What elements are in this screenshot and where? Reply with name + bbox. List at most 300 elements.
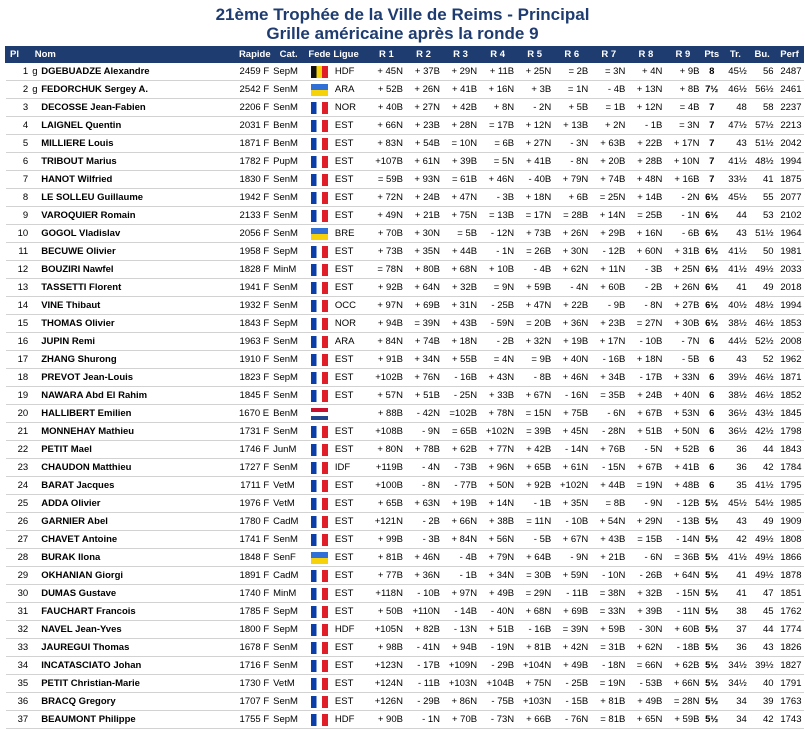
title-badge: g	[32, 84, 38, 95]
player-name: LE SOLLEU Guillaume	[41, 192, 144, 203]
rating-cell: 2056 F	[228, 225, 271, 243]
round-result-cell: + 54N	[590, 513, 627, 531]
federation-cell	[306, 567, 333, 585]
round-result-cell: + 73B	[516, 225, 553, 243]
round-result-cell: - 25B	[553, 675, 590, 693]
points-cell: 6½	[701, 243, 722, 261]
round-result-cell: + 46N	[479, 171, 516, 189]
round-result-cell: + 70B	[442, 711, 479, 729]
fr-flag-icon	[311, 156, 328, 168]
points-cell: 6	[701, 477, 722, 495]
federation-cell	[306, 477, 333, 495]
federation-cell	[306, 279, 333, 297]
round-result-cell: + 62B	[442, 441, 479, 459]
rating-cell: 1730 F	[228, 675, 271, 693]
tiebreak-tr-cell: 45½	[722, 63, 749, 81]
player-name-cell	[30, 261, 228, 279]
points-cell: 6	[701, 405, 722, 423]
round-result-cell: + 68N	[516, 603, 553, 621]
player-name-cell	[30, 207, 228, 225]
column-header: R 7	[590, 47, 627, 63]
fr-flag-icon	[311, 696, 328, 708]
rank-cell: 16	[6, 333, 31, 351]
rating-cell: 1716 F	[228, 657, 271, 675]
round-result-cell: + 21B	[590, 549, 627, 567]
player-name: ZHANG Shurong	[41, 354, 117, 365]
rank-cell: 9	[6, 207, 31, 225]
table-row	[6, 387, 804, 405]
round-result-cell: + 21B	[405, 207, 442, 225]
column-header: R 2	[405, 47, 442, 63]
tiebreak-bu-cell: 49½	[749, 261, 776, 279]
round-result-cell: + 60N	[627, 243, 664, 261]
player-name-cell	[30, 477, 228, 495]
round-result-cell: - 1B	[627, 117, 664, 135]
round-result-cell: + 62B	[664, 657, 701, 675]
table-row	[6, 81, 804, 99]
points-cell: 5½	[701, 657, 722, 675]
round-result-cell: = 66N	[627, 657, 664, 675]
rating-cell: 1800 F	[228, 621, 271, 639]
round-result-cell: + 41B	[664, 459, 701, 477]
table-row	[6, 639, 804, 657]
round-result-cell: = 11N	[516, 513, 553, 531]
round-result-cell: - 73B	[442, 459, 479, 477]
round-result-cell: + 79N	[553, 171, 590, 189]
player-name-cell	[30, 423, 228, 441]
tiebreak-bu-cell: 43½	[749, 405, 776, 423]
performance-cell: 1851	[776, 585, 804, 603]
performance-cell: 1994	[776, 297, 804, 315]
tiebreak-tr-cell: 36	[722, 459, 749, 477]
round-result-cell: = 35B	[590, 387, 627, 405]
round-result-cell: + 52B	[368, 81, 405, 99]
federation-cell	[306, 513, 333, 531]
federation-cell	[306, 675, 333, 693]
round-result-cell: +104B	[479, 675, 516, 693]
round-result-cell: - 13B	[664, 513, 701, 531]
federation-cell	[306, 657, 333, 675]
league-cell: EST	[333, 207, 368, 225]
round-result-cell: + 31B	[664, 243, 701, 261]
performance-cell: 2213	[776, 117, 804, 135]
round-result-cell: + 43B	[442, 315, 479, 333]
round-result-cell: + 5B	[553, 99, 590, 117]
round-result-cell: + 97N	[368, 297, 405, 315]
performance-cell: 1985	[776, 495, 804, 513]
tiebreak-bu-cell: 49½	[749, 567, 776, 585]
performance-cell: 1852	[776, 387, 804, 405]
round-result-cell: - 14N	[664, 531, 701, 549]
player-name-cell	[30, 225, 228, 243]
rating-cell: 1891 F	[228, 567, 271, 585]
round-result-cell: + 51B	[479, 621, 516, 639]
round-result-cell: + 98B	[368, 639, 405, 657]
fr-flag-icon	[311, 138, 328, 150]
rank-cell: 1	[6, 63, 31, 81]
column-header: R 9	[664, 47, 701, 63]
rank-cell: 22	[6, 441, 31, 459]
points-cell: 7	[701, 99, 722, 117]
round-result-cell: + 29N	[442, 63, 479, 81]
table-row	[6, 585, 804, 603]
rank-cell: 7	[6, 171, 31, 189]
round-result-cell: - 16N	[553, 387, 590, 405]
fr-flag-icon	[311, 570, 328, 582]
round-result-cell: + 61N	[405, 153, 442, 171]
round-result-cell: + 2N	[590, 117, 627, 135]
category-cell: SenM	[271, 279, 306, 297]
points-cell: 5½	[701, 495, 722, 513]
tiebreak-bu-cell: 56	[749, 63, 776, 81]
nl-flag-icon	[311, 408, 328, 420]
points-cell: 6	[701, 387, 722, 405]
category-cell: SenM	[271, 81, 306, 99]
round-result-cell: + 22B	[553, 297, 590, 315]
round-result-cell: + 43B	[590, 531, 627, 549]
table-row	[6, 657, 804, 675]
points-cell: 5½	[701, 585, 722, 603]
round-result-cell: = 5N	[479, 153, 516, 171]
tiebreak-bu-cell: 44	[749, 441, 776, 459]
round-result-cell: = 4N	[479, 351, 516, 369]
round-result-cell: - 1N	[664, 207, 701, 225]
round-result-cell: - 4B	[516, 261, 553, 279]
player-name: BECUWE Olivier	[41, 246, 116, 257]
round-result-cell: + 59B	[516, 279, 553, 297]
rank-cell: 33	[6, 639, 31, 657]
round-result-cell: + 42B	[442, 99, 479, 117]
performance-cell: 1763	[776, 693, 804, 711]
round-result-cell: - 12N	[479, 225, 516, 243]
league-cell: NOR	[333, 315, 368, 333]
table-row	[6, 225, 804, 243]
round-result-cell: + 77N	[479, 441, 516, 459]
federation-cell	[306, 441, 333, 459]
player-name: DUMAS Gustave	[41, 588, 117, 599]
category-cell: SenM	[271, 297, 306, 315]
tiebreak-tr-cell: 36½	[722, 405, 749, 423]
round-result-cell: - 10N	[590, 567, 627, 585]
round-result-cell: = 20B	[516, 315, 553, 333]
table-row	[6, 513, 804, 531]
league-cell: HDF	[333, 621, 368, 639]
round-result-cell: = 31B	[590, 639, 627, 657]
round-result-cell: + 77B	[368, 567, 405, 585]
round-result-cell: + 48N	[627, 171, 664, 189]
round-result-cell: + 14N	[590, 207, 627, 225]
round-result-cell: + 75B	[553, 405, 590, 423]
points-cell: 5½	[701, 693, 722, 711]
tiebreak-tr-cell: 41½	[722, 549, 749, 567]
rank-cell: 14	[6, 297, 31, 315]
performance-cell: 2487	[776, 63, 804, 81]
player-name: BRACQ Gregory	[41, 696, 116, 707]
round-result-cell: +104N	[516, 657, 553, 675]
league-cell: ARA	[333, 81, 368, 99]
performance-cell: 1853	[776, 315, 804, 333]
points-cell: 6½	[701, 207, 722, 225]
rank-cell: 15	[6, 315, 31, 333]
player-name: INCATASCIATO Johan	[41, 660, 142, 671]
round-result-cell: + 69B	[405, 297, 442, 315]
round-result-cell: = 38N	[590, 585, 627, 603]
column-header: Bu.	[749, 47, 776, 63]
points-cell: 6	[701, 369, 722, 387]
player-name: ADDA Olivier	[41, 498, 101, 509]
round-result-cell: - 18N	[590, 657, 627, 675]
league-cell: EST	[333, 513, 368, 531]
round-result-cell: + 64N	[405, 279, 442, 297]
league-cell: ARA	[333, 333, 368, 351]
round-result-cell: - 6B	[664, 225, 701, 243]
round-result-cell: - 1B	[442, 567, 479, 585]
tiebreak-bu-cell: 45	[749, 603, 776, 621]
league-cell: EST	[333, 567, 368, 585]
round-result-cell: - 19N	[479, 639, 516, 657]
tiebreak-tr-cell: 34½	[722, 657, 749, 675]
player-name-cell	[30, 81, 228, 99]
category-cell: SepM	[271, 621, 306, 639]
column-header: R 6	[553, 47, 590, 63]
round-result-cell: + 59N	[553, 567, 590, 585]
round-result-cell: + 90B	[368, 711, 405, 729]
round-result-cell: + 25N	[664, 261, 701, 279]
column-header: R 1	[368, 47, 405, 63]
round-result-cell: + 42N	[553, 639, 590, 657]
round-result-cell: + 18N	[442, 333, 479, 351]
federation-cell	[306, 153, 333, 171]
round-result-cell: - 2B	[479, 333, 516, 351]
federation-cell	[306, 351, 333, 369]
round-result-cell: + 47N	[442, 189, 479, 207]
rating-cell: 1711 F	[228, 477, 271, 495]
round-result-cell: + 53N	[664, 405, 701, 423]
player-name: TRIBOUT Marius	[41, 156, 117, 167]
round-result-cell: + 65B	[516, 459, 553, 477]
round-result-cell: - 28N	[590, 423, 627, 441]
round-result-cell: - 40N	[479, 603, 516, 621]
table-row	[6, 189, 804, 207]
round-result-cell: = 17N	[516, 207, 553, 225]
tiebreak-tr-cell: 35	[722, 477, 749, 495]
round-result-cell: + 84N	[442, 531, 479, 549]
round-result-cell: + 80N	[368, 441, 405, 459]
tiebreak-tr-cell: 41	[722, 585, 749, 603]
performance-cell: 2461	[776, 81, 804, 99]
round-result-cell: = 25N	[590, 189, 627, 207]
round-result-cell: + 69B	[553, 603, 590, 621]
round-result-cell: - 2N	[516, 99, 553, 117]
category-cell: SenM	[271, 351, 306, 369]
table-row	[6, 99, 804, 117]
round-result-cell: + 27N	[405, 99, 442, 117]
performance-cell: 1826	[776, 639, 804, 657]
points-cell: 5½	[701, 549, 722, 567]
category-cell: SepM	[271, 711, 306, 729]
player-name-cell	[30, 243, 228, 261]
round-result-cell: + 24B	[405, 189, 442, 207]
round-result-cell: + 32N	[516, 333, 553, 351]
round-result-cell: - 18B	[664, 639, 701, 657]
tiebreak-tr-cell: 48	[722, 99, 749, 117]
category-cell: SenM	[271, 99, 306, 117]
round-result-cell: + 49B	[627, 693, 664, 711]
points-cell: 5½	[701, 531, 722, 549]
player-name: BARAT Jacques	[41, 480, 115, 491]
round-result-cell: + 41B	[516, 153, 553, 171]
rank-cell: 18	[6, 369, 31, 387]
table-row	[6, 621, 804, 639]
player-name: MILLIERE Louis	[41, 138, 114, 149]
round-result-cell: = 15B	[627, 531, 664, 549]
round-result-cell: + 45N	[368, 63, 405, 81]
points-cell: 6	[701, 441, 722, 459]
round-result-cell: - 4N	[553, 279, 590, 297]
rating-cell: 2542 F	[228, 81, 271, 99]
round-result-cell: = 28N	[664, 693, 701, 711]
round-result-cell: + 50N	[479, 477, 516, 495]
player-name: THOMAS Olivier	[41, 318, 115, 329]
rank-cell: 23	[6, 459, 31, 477]
fr-flag-icon	[311, 390, 328, 402]
performance-cell: 1791	[776, 675, 804, 693]
tiebreak-bu-cell: 47	[749, 585, 776, 603]
player-name-cell	[30, 333, 228, 351]
round-result-cell: + 36N	[553, 315, 590, 333]
round-result-cell: = 33N	[590, 603, 627, 621]
round-result-cell: + 67N	[516, 387, 553, 405]
points-cell: 7	[701, 117, 722, 135]
round-result-cell: - 10B	[627, 333, 664, 351]
table-row	[6, 351, 804, 369]
league-cell: EST	[333, 423, 368, 441]
column-header: Nom	[30, 47, 228, 63]
round-result-cell: = 4B	[664, 99, 701, 117]
round-result-cell: - 6N	[590, 405, 627, 423]
player-name: PETIT Mael	[41, 444, 92, 455]
tiebreak-tr-cell: 41	[722, 279, 749, 297]
column-header: Perf	[776, 47, 804, 63]
round-result-cell: - 8N	[627, 297, 664, 315]
round-result-cell: + 26N	[405, 81, 442, 99]
league-cell: EST	[333, 477, 368, 495]
rank-cell: 19	[6, 387, 31, 405]
category-cell: SenM	[271, 531, 306, 549]
round-result-cell: - 5B	[516, 531, 553, 549]
fr-flag-icon	[311, 714, 328, 726]
round-result-cell: - 11B	[405, 675, 442, 693]
rank-cell: 35	[6, 675, 31, 693]
fr-flag-icon	[311, 102, 328, 114]
round-result-cell: = 36B	[664, 549, 701, 567]
tiebreak-tr-cell: 38½	[722, 387, 749, 405]
rating-cell: 1830 F	[228, 171, 271, 189]
round-result-cell: = 3N	[590, 63, 627, 81]
round-result-cell: + 60B	[664, 621, 701, 639]
round-result-cell: + 10B	[479, 261, 516, 279]
round-result-cell: + 17N	[590, 333, 627, 351]
tiebreak-tr-cell: 43	[722, 225, 749, 243]
table-row	[6, 117, 804, 135]
fr-flag-icon	[311, 624, 328, 636]
round-result-cell: - 3N	[553, 135, 590, 153]
federation-cell	[306, 333, 333, 351]
table-row	[6, 333, 804, 351]
round-result-cell: = 27N	[627, 315, 664, 333]
tiebreak-tr-cell: 43	[722, 135, 749, 153]
column-header: Pl	[6, 47, 31, 63]
round-result-cell: + 28B	[627, 153, 664, 171]
round-result-cell: + 40N	[553, 351, 590, 369]
round-result-cell: + 35N	[405, 243, 442, 261]
round-result-cell: = 9N	[479, 279, 516, 297]
round-result-cell: - 11N	[664, 603, 701, 621]
round-result-cell: + 37B	[405, 63, 442, 81]
rating-cell: 1670 E	[228, 405, 271, 423]
rank-cell: 3	[6, 99, 31, 117]
round-result-cell: + 78N	[479, 405, 516, 423]
category-cell: SepM	[271, 603, 306, 621]
round-result-cell: + 30N	[405, 225, 442, 243]
round-result-cell: = 30B	[516, 567, 553, 585]
federation-cell	[306, 297, 333, 315]
round-result-cell: - 17B	[405, 657, 442, 675]
federation-cell	[306, 423, 333, 441]
tiebreak-bu-cell: 52½	[749, 333, 776, 351]
category-cell: SenM	[271, 189, 306, 207]
player-name-cell	[30, 567, 228, 585]
player-name-cell	[30, 369, 228, 387]
round-result-cell: + 44B	[442, 243, 479, 261]
performance-cell: 1909	[776, 513, 804, 531]
player-name: JUPIN Remi	[41, 336, 96, 347]
player-name-cell	[30, 153, 228, 171]
round-result-cell: =102B	[442, 405, 479, 423]
round-result-cell: + 34B	[590, 369, 627, 387]
round-result-cell: + 96N	[479, 459, 516, 477]
federation-cell	[306, 315, 333, 333]
round-result-cell: + 22B	[627, 135, 664, 153]
player-name-cell	[30, 135, 228, 153]
performance-cell: 1981	[776, 243, 804, 261]
player-name-cell	[30, 549, 228, 567]
round-result-cell: + 3B	[516, 81, 553, 99]
round-result-cell: + 30B	[664, 315, 701, 333]
round-result-cell: + 61N	[553, 459, 590, 477]
table-row	[6, 477, 804, 495]
player-name-cell	[30, 459, 228, 477]
federation-cell	[306, 585, 333, 603]
round-result-cell: + 99B	[368, 531, 405, 549]
round-result-cell: - 13N	[442, 621, 479, 639]
round-result-cell: + 34N	[405, 351, 442, 369]
fr-flag-icon	[311, 246, 328, 258]
table-row	[6, 369, 804, 387]
fr-flag-icon	[311, 354, 328, 366]
round-result-cell: + 62N	[627, 639, 664, 657]
round-result-cell: = 29N	[516, 585, 553, 603]
round-result-cell: - 42N	[405, 405, 442, 423]
round-result-cell: - 3B	[479, 189, 516, 207]
table-row	[6, 693, 804, 711]
round-result-cell: - 59N	[479, 315, 516, 333]
round-result-cell: +109N	[442, 657, 479, 675]
fr-flag-icon	[311, 480, 328, 492]
fr-flag-icon	[311, 516, 328, 528]
player-name-cell	[30, 405, 228, 423]
table-row	[6, 207, 804, 225]
